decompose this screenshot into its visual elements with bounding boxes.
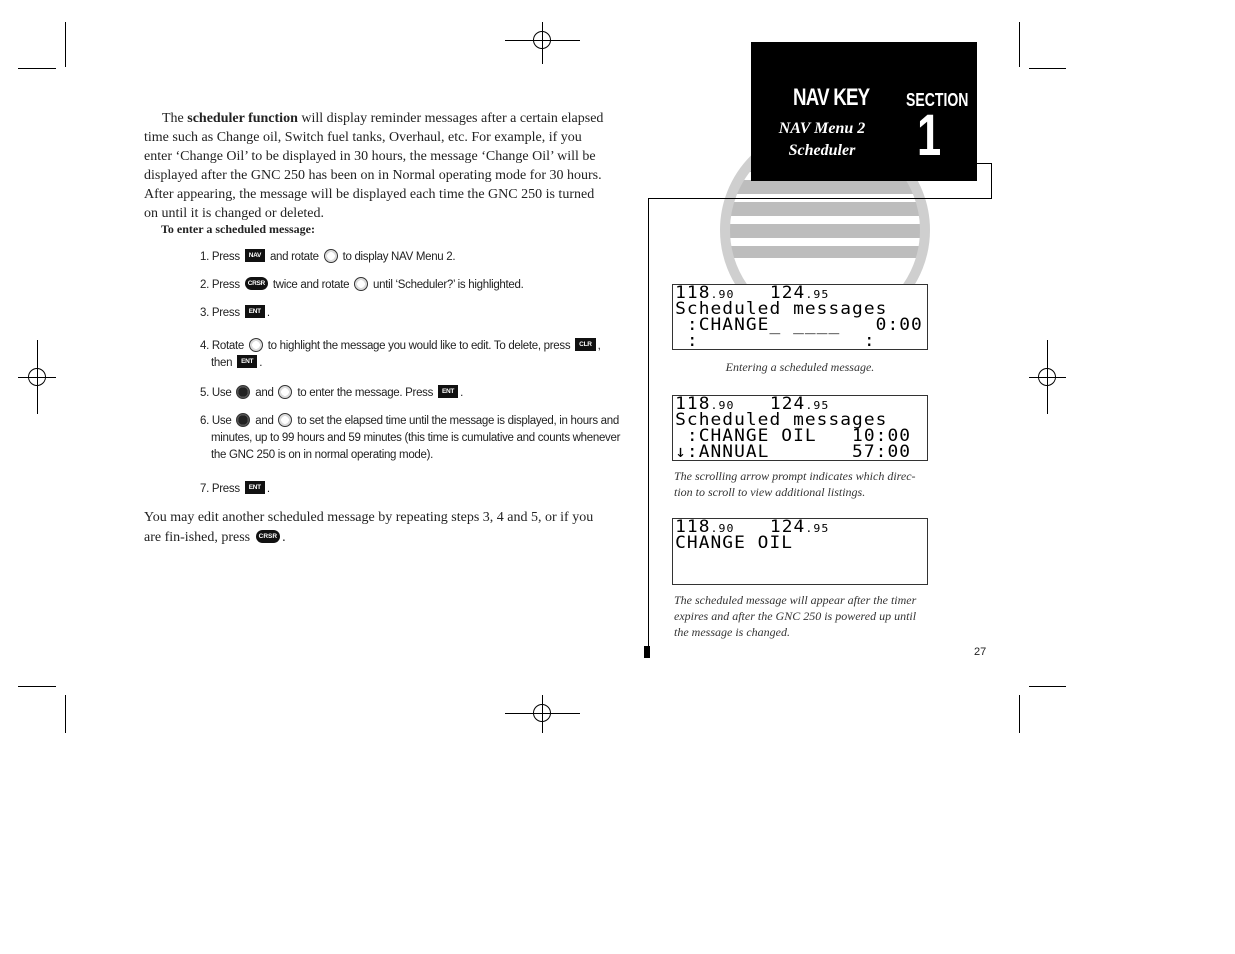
lcd-screen-3 bbox=[672, 518, 928, 585]
ent-key-icon: ENT bbox=[438, 385, 458, 398]
lcd-screen-1 bbox=[672, 284, 928, 350]
crop-mark bbox=[65, 695, 66, 733]
crsr-key-icon: CRSR bbox=[245, 277, 268, 290]
lcd-line: :CHANGE OIL 10:00 bbox=[675, 426, 912, 446]
crop-mark bbox=[18, 68, 56, 69]
section-number: 1 bbox=[917, 103, 942, 168]
lcd-screen-2 bbox=[672, 395, 928, 461]
procedure-heading: To enter a scheduled message: bbox=[161, 222, 315, 236]
crop-mark bbox=[1019, 22, 1020, 67]
registration-circle bbox=[533, 704, 551, 722]
crop-mark bbox=[65, 22, 66, 67]
large-knob-icon bbox=[278, 413, 292, 427]
lcd-frequency-line: 118.90 124.95 bbox=[675, 518, 830, 537]
step-2: 2. Press CRSR twice and rotate until ‘Scheduler?’ is highlighted. bbox=[200, 277, 524, 294]
lcd-line: :CHANGE_ ____ 0:00 bbox=[675, 315, 923, 335]
step-1: 1. Press NAV and rotate to display NAV Menu 2. bbox=[200, 249, 455, 266]
crop-mark bbox=[1019, 695, 1020, 733]
lcd-line: Scheduled messages bbox=[675, 299, 888, 319]
large-knob-icon bbox=[354, 277, 368, 291]
ent-key-icon: ENT bbox=[245, 481, 265, 494]
registration-circle bbox=[533, 31, 551, 49]
frame-line bbox=[991, 163, 992, 199]
registration-circle bbox=[1038, 368, 1056, 386]
lcd-line: :___________ __:__ bbox=[675, 331, 900, 350]
lcd-frequency-line: 118.90 124.95 bbox=[675, 284, 830, 303]
small-knob-icon bbox=[236, 385, 250, 399]
large-knob-icon bbox=[249, 338, 263, 352]
lcd-frequency-line: 118.90 124.95 bbox=[675, 395, 830, 414]
crop-mark bbox=[1029, 68, 1066, 69]
step-3: 3. Press ENT . bbox=[200, 307, 270, 319]
section-label: SECTION bbox=[906, 90, 969, 110]
step-6: 6. Use and to set the elapsed time until the message is displayed, in hours and minutes, up to 99 hours and 59 minutes (this time is cumulative and counts whenever the GNC 250 is on in normal operating mode). bbox=[200, 413, 620, 464]
caption-1: Entering a scheduled message. bbox=[725, 360, 875, 374]
section-header bbox=[751, 42, 977, 181]
ent-key-icon: ENT bbox=[245, 305, 265, 318]
outro-paragraph: You may edit another scheduled message by repeating steps 3, 4 and 5, or if you are fin-ished, press CRSR . bbox=[144, 510, 594, 545]
caption-3: The scheduled message will appear after the timer expires and after the GNC 250 is powered up until the message is changed. bbox=[674, 593, 917, 639]
scheduler-function-term: scheduler function bbox=[187, 111, 298, 126]
frame-line bbox=[648, 198, 649, 646]
frame-line bbox=[977, 163, 992, 164]
lcd-line: Scheduled messages bbox=[675, 410, 888, 430]
large-knob-icon bbox=[278, 385, 292, 399]
step-5: 5. Use and to enter the message. Press ENT . bbox=[200, 385, 463, 402]
step-7: 7. Press ENT . bbox=[200, 483, 270, 495]
nav-key-title: NAV KEY bbox=[793, 84, 870, 111]
crsr-key-icon: CRSR bbox=[256, 530, 280, 543]
small-knob-icon bbox=[236, 413, 250, 427]
lcd-line: ↓:ANNUAL 57:00 bbox=[675, 442, 912, 461]
caption-2: The scrolling arrow prompt indicates which direc-tion to scroll to view additional listings. bbox=[674, 469, 916, 499]
lcd-line: CHANGE OIL bbox=[675, 533, 794, 553]
large-knob-icon bbox=[324, 249, 338, 263]
step-4: 4. Rotate to highlight the message you would like to edit. To delete, press CLR , then ENT . bbox=[200, 338, 601, 372]
scheduler-title: Scheduler bbox=[788, 142, 856, 159]
clr-key-icon: CLR bbox=[575, 338, 595, 351]
registration-circle bbox=[28, 368, 46, 386]
nav-menu-title: NAV Menu 2 bbox=[778, 120, 866, 137]
frame-line bbox=[648, 198, 992, 199]
nav-key-icon: NAV bbox=[245, 249, 265, 262]
crop-mark bbox=[18, 686, 56, 687]
page-number: 27 bbox=[974, 646, 987, 658]
ent-key-icon: ENT bbox=[237, 355, 257, 368]
page-marker bbox=[644, 646, 650, 658]
crop-mark bbox=[1029, 686, 1066, 687]
intro-paragraph: The scheduler function will display reminder messages after a certain elapsed time such as Change oil, Switch fuel tanks, Overhaul, etc. For example, if you enter ‘Change Oil’ to be displayed in 30 hours, the message ‘Change Oil’ will be displayed after the GNC 250 has been on in Normal operating mode for 30 hours. After appearing, the message will be displayed each time the GNC 250 is turned on until it is changed or deleted. bbox=[144, 111, 604, 221]
